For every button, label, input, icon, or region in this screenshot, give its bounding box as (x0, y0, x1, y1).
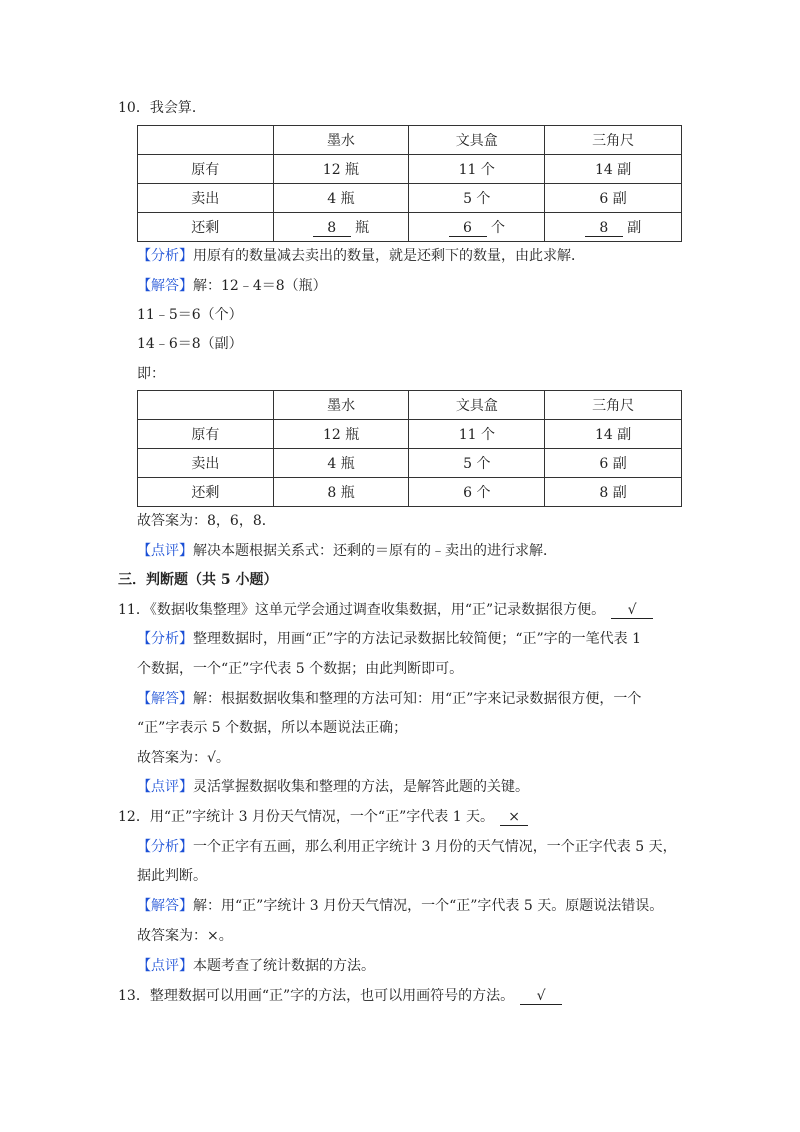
q11-answer-line: “正”字表示 5 个数据，所以本题说法正确； (137, 720, 408, 736)
comment-text: 解决本题根据关系式：还剩的＝原有的﹣卖出的进行求解． (193, 543, 557, 559)
q10-title: 10．我会算． (118, 100, 206, 116)
q12-analysis-line: 据此判断。 (137, 868, 207, 884)
table-cell: 三角尺 (545, 391, 682, 420)
table-cell: 6 副 (545, 449, 682, 478)
q10-answer-line: 即： (137, 366, 165, 382)
table-row (138, 478, 682, 507)
answer-blank: 8 (585, 220, 623, 237)
answer-tag: 【解答】 (137, 278, 193, 294)
table-cell: 8 瓶 (273, 478, 409, 507)
q11-answer (137, 689, 641, 709)
table-cell: 墨水 (273, 391, 409, 420)
q10-answer-line: 14﹣6＝8（副） (137, 336, 243, 352)
comment-tag: 【点评】 (137, 958, 193, 974)
table-row-label: 原有 (138, 420, 274, 449)
analysis-text: 整理数据时，用画“正”字的方法记录数据比较简便；“正”字的一笔代表 1 (193, 631, 641, 647)
comment-tag: 【点评】 (137, 543, 193, 559)
section-heading: 三．判断题（共 5 小题） (118, 572, 278, 588)
table-row (138, 449, 682, 478)
table-row-label: 卖出 (138, 449, 274, 478)
answer-blank: 6 (449, 220, 487, 237)
unit-label: 瓶 (355, 220, 370, 236)
q10-answer-table (137, 390, 682, 507)
q10-comment (137, 541, 557, 561)
answer-blank: 8 (313, 220, 351, 237)
q12-analysis (137, 837, 677, 857)
q11-analysis-line: 个数据，一个“正”字代表 5 个数据；由此判断即可。 (137, 661, 464, 677)
unit-label: 副 (627, 220, 642, 236)
table-row (138, 155, 682, 184)
table-cell: 11 个 (409, 420, 545, 449)
table-cell: 4 瓶 (273, 449, 409, 478)
table-cell: 墨水 (273, 126, 409, 155)
table-cell (545, 213, 682, 242)
answer-tag: 【解答】 (137, 691, 193, 707)
table-row-label: 还剩 (138, 213, 274, 242)
comment-text: 本题考查了统计数据的方法。 (193, 958, 375, 974)
answer-blank: × (500, 809, 528, 826)
q11-comment (137, 777, 529, 797)
answer-text: 解：用“正”字统计 3 月份天气情况，一个“正”字代表 5 天。原题说法错误。 (193, 898, 664, 914)
q10-answer (137, 276, 327, 296)
question-text: 11．《数据收集整理》这单元学会通过调查收集数据，用“正”记录数据很方便。 (118, 602, 606, 618)
table-cell: 5 个 (409, 184, 545, 213)
table-cell: 11 个 (409, 155, 545, 184)
table-cell: 三角尺 (545, 126, 682, 155)
q10-final-answer: 故答案为：8，6，8． (137, 513, 276, 529)
q13-question (118, 986, 562, 1006)
unit-label: 个 (490, 220, 505, 236)
table-header-row (138, 126, 682, 155)
table-cell: 文具盒 (409, 126, 545, 155)
table-cell: 6 副 (545, 184, 682, 213)
table-cell: 4 瓶 (273, 184, 409, 213)
table-row (138, 184, 682, 213)
analysis-text: 用原有的数量减去卖出的数量，就是还剩下的数量，由此求解． (193, 248, 585, 264)
q11-final-answer: 故答案为：√。 (137, 750, 230, 766)
comment-text: 灵活掌握数据收集和整理的方法，是解答此题的关键。 (193, 779, 529, 795)
table-cell: 12 瓶 (273, 155, 409, 184)
answer-blank: √ (611, 602, 653, 619)
table-cell (138, 126, 274, 155)
q10-answer-line: 11﹣5＝6（个） (137, 307, 243, 323)
table-cell: 5 个 (409, 449, 545, 478)
table-row-label: 卖出 (138, 184, 274, 213)
q11-analysis (137, 629, 641, 649)
q10-analysis (137, 246, 585, 266)
table-row (138, 213, 682, 242)
answer-text: 解：12﹣4＝8（瓶） (193, 278, 327, 294)
q11-question (118, 600, 653, 620)
answer-text: 解：根据数据收集和整理的方法可知：用“正”字来记录数据很方便，一个 (193, 691, 642, 707)
table-cell: 文具盒 (409, 391, 545, 420)
question-text: 13．整理数据可以用画“正”字的方法，也可以用画符号的方法。 (118, 988, 515, 1004)
table-header-row (138, 391, 682, 420)
answer-tag: 【解答】 (137, 898, 193, 914)
question-text: 12．用“正”字统计 3 月份天气情况，一个“正”字代表 1 天。 (118, 809, 495, 825)
table-row (138, 420, 682, 449)
table-cell: 12 瓶 (273, 420, 409, 449)
analysis-tag: 【分析】 (137, 631, 193, 647)
table-row-label: 原有 (138, 155, 274, 184)
answer-blank: √ (520, 988, 562, 1005)
q12-final-answer: 故答案为：×。 (137, 928, 233, 944)
analysis-tag: 【分析】 (137, 248, 193, 264)
table-cell: 6 个 (409, 478, 545, 507)
table-cell (409, 213, 545, 242)
table-cell: 14 副 (545, 155, 682, 184)
comment-tag: 【点评】 (137, 779, 193, 795)
analysis-text: 一个正字有五画，那么利用正字统计 3 月份的天气情况，一个正字代表 5 天， (193, 839, 677, 855)
table-cell: 14 副 (545, 420, 682, 449)
table-cell (138, 391, 274, 420)
analysis-tag: 【分析】 (137, 839, 193, 855)
table-row-label: 还剩 (138, 478, 274, 507)
q12-comment (137, 956, 375, 976)
table-cell (273, 213, 409, 242)
q12-answer (137, 896, 663, 916)
q12-question (118, 807, 528, 827)
table-cell: 8 副 (545, 478, 682, 507)
q10-question-table (137, 125, 682, 242)
